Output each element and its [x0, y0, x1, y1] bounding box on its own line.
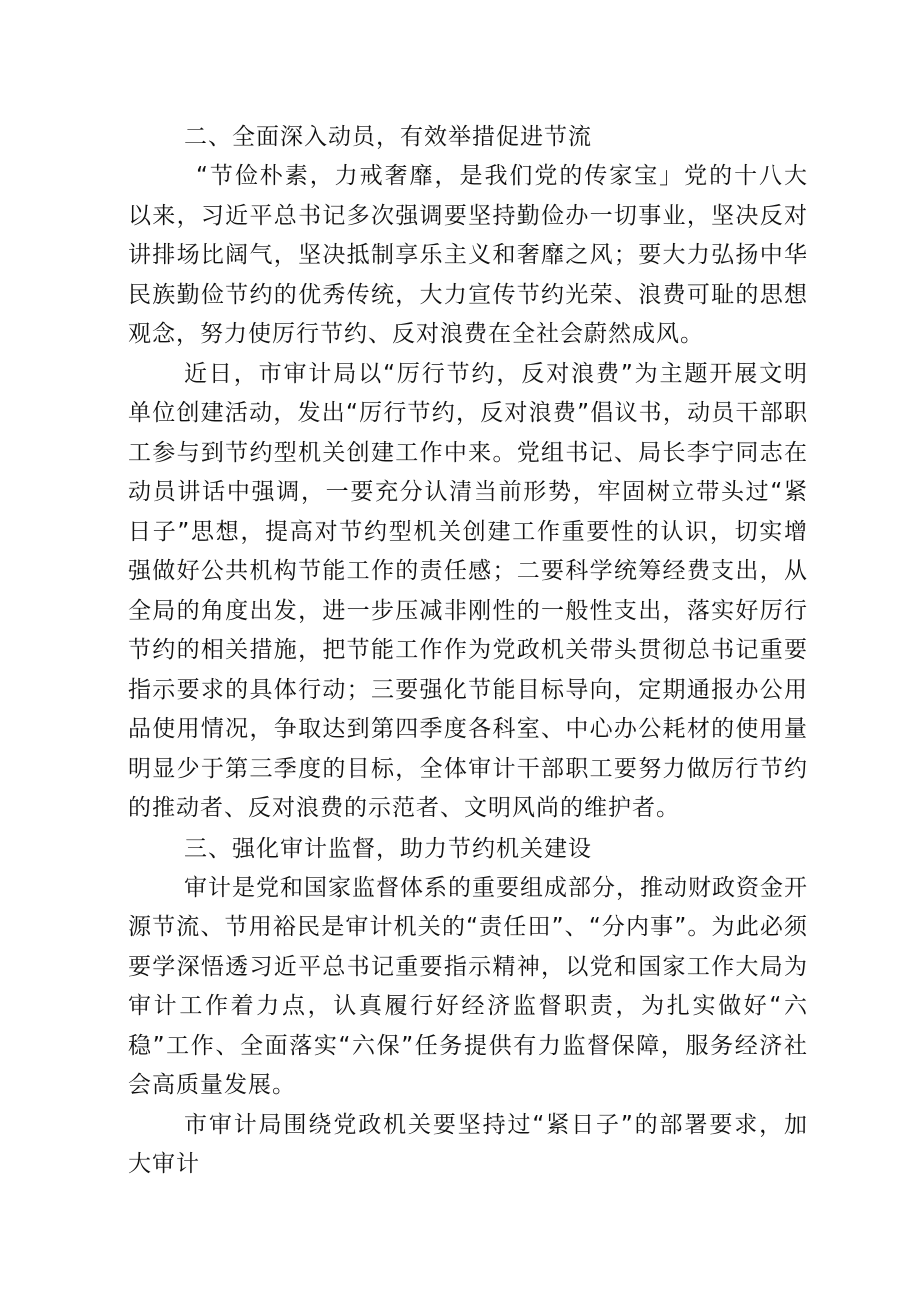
paragraph-3: 审计是党和国家监督体系的重要组成部分，推动财政资金开源节流、节用裕民是审计机关的“责任田”、“分内事”。为此必须要学深悟透习近平总书记重要指示精神，以党和国家工作大局为审计工作着力点，认真履行好经济监督职责，为扎实做好“六稳”工作、全面落实“六保”任务提供有力监督保障，服务经济社会高质量发展。 [128, 874, 808, 1098]
document-body [128, 117, 808, 1185]
section-heading-3: 三、强化审计监督，助力节约机关建设 [184, 835, 592, 862]
paragraph-1: “节俭朴素，力戒奢靡，是我们党的传家宝」党的十八大以来，习近平总书记多次强调要坚持勤俭办一切事业，坚决反对讲排场比阔气，坚决抵制享乐主义和奢靡之风；要大力弘扬中华民族勤俭节约的优秀传统，大力宣传节约光荣、浪费可耻的思想观念，努力使厉行节约、反对浪费在全社会蔚然成风。 [128, 163, 808, 347]
paragraph-2: 近日，市审计局以“厉行节约，反对浪费”为主题开展文明单位创建活动，发出“厉行节约，反对浪费”倡议书，动员干部职工参与到节约型机关创建工作中来。党组书记、局长李宁同志在动员讲话中强调，一要充分认清当前形势，牢固树立带头过“紧日子”思想，提高对节约型机关创建工作重要性的认识，切实增强做好公共机构节能工作的责任感；二要科学统筹经费支出，从全局的角度出发，进一步压减非刚性的一般性支出，落实好厉行节约的相关措施，把节能工作作为党政机关带头贯彻总书记重要指示要求的具体行动；三要强化节能目标导向，定期通报办公用品使用情况，争取达到第四季度各科室、中心办公耗材的使用量明显少于第三季度的目标，全体审计干部职工要努力做厉行节约的推动者、反对浪费的示范者、文明风尚的维护者。 [128, 360, 808, 821]
section-heading-2: 二、全面深入动员，有效举措促进节流 [184, 124, 592, 150]
paragraph-4: 市审计局围绕党政机关要坚持过“紧日子”的部署要求，加大审计 [128, 1111, 808, 1177]
